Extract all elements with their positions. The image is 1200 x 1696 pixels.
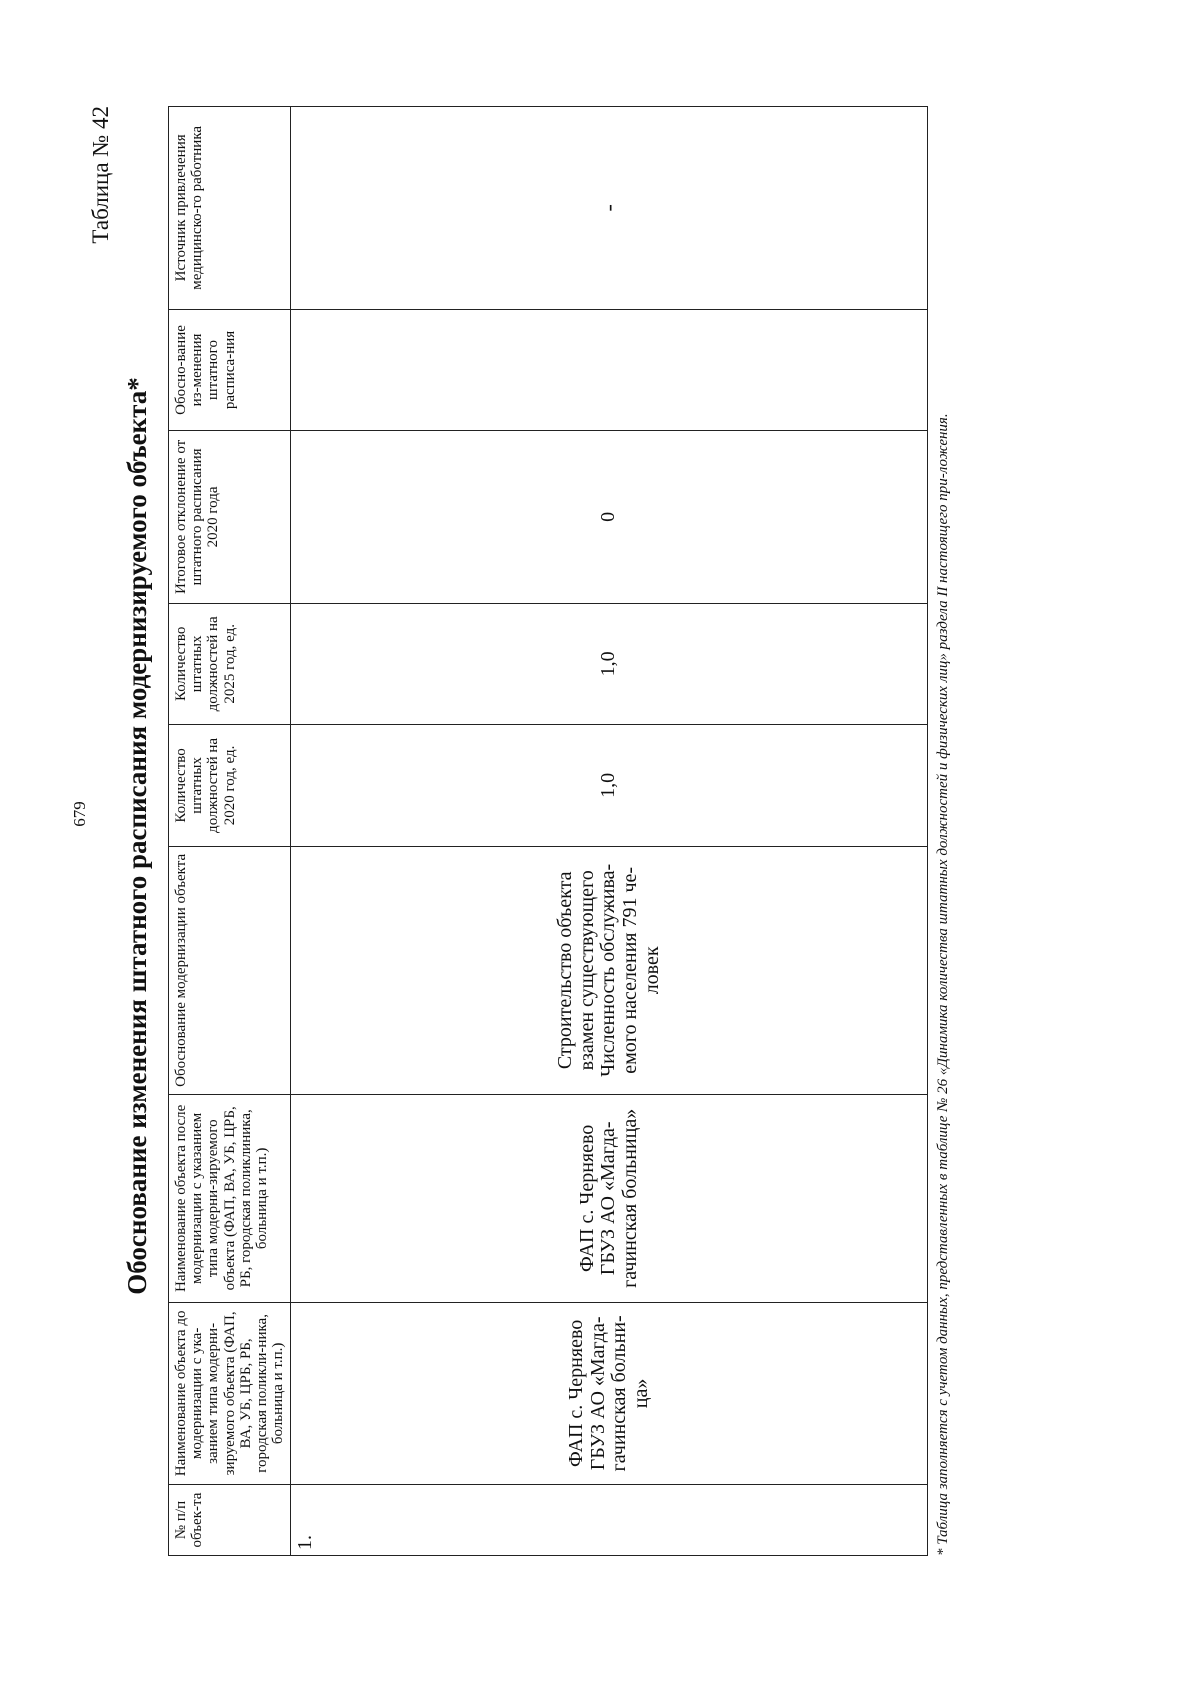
document-title: Обоснование изменения штатного расписания модернизируемого объекта*	[122, 377, 152, 1295]
cell-justification: Строительство объекта взамен существующего Численность обслужива-емого населения 791 че-ловек	[291, 846, 928, 1094]
cell-object-number: 1.	[291, 1485, 928, 1556]
cell-deviation: 0	[291, 431, 928, 603]
cell-source: -	[291, 107, 928, 310]
cell-staff-2025: 1,0	[291, 603, 928, 725]
cell-staff-2020: 1,0	[291, 725, 928, 847]
page-number: 679	[70, 801, 89, 827]
header-source: Источник привлечения медицинско-го работника	[169, 107, 291, 310]
header-justification: Обоснование модернизации объекта	[169, 846, 291, 1094]
table-row	[291, 107, 928, 1556]
header-change-reason: Обосно-вание из-менения штатного расписа-ния	[169, 309, 291, 431]
staffing-justification-table	[168, 106, 928, 1556]
header-staff-2020: Количество штатных должностей на 2020 год, ед.	[169, 725, 291, 847]
cell-change-reason	[291, 309, 928, 431]
table-header-row	[169, 107, 291, 1556]
header-name-after: Наименование объекта после модернизации с указанием типа модерни-зируемого объекта (ФАП, ВА, УБ, ЦРБ, РБ, городская поликлиника, больница и т.п.)	[169, 1094, 291, 1302]
header-object-number: № п/п объек-та	[169, 1485, 291, 1556]
cell-name-after: ФАП с. Черняево ГБУЗ АО «Магда-гачинская больница»	[291, 1094, 928, 1302]
table-label: Таблица № 42	[88, 106, 113, 244]
cell-name-before: ФАП с. Черняево ГБУЗ АО «Магда-гачинская больни-ца»	[291, 1302, 928, 1484]
header-deviation: Итоговое отклонение от штатного расписания 2020 года	[169, 431, 291, 603]
header-name-before: Наименование объекта до модернизации с ука-занием типа модерни-зируемого объекта (ФАП, ВА, УБ, ЦРБ, РБ, городская поликли-ника, больница и т.п.)	[169, 1302, 291, 1484]
header-staff-2025: Количество штатных должностей на 2025 год, ед.	[169, 603, 291, 725]
table-footnote: * Таблица заполняется с учетом данных, представленных в таблице № 26 «Динамика количества штатных должностей и физических лиц» раздела II настоящего при-ложения.	[935, 413, 951, 1556]
